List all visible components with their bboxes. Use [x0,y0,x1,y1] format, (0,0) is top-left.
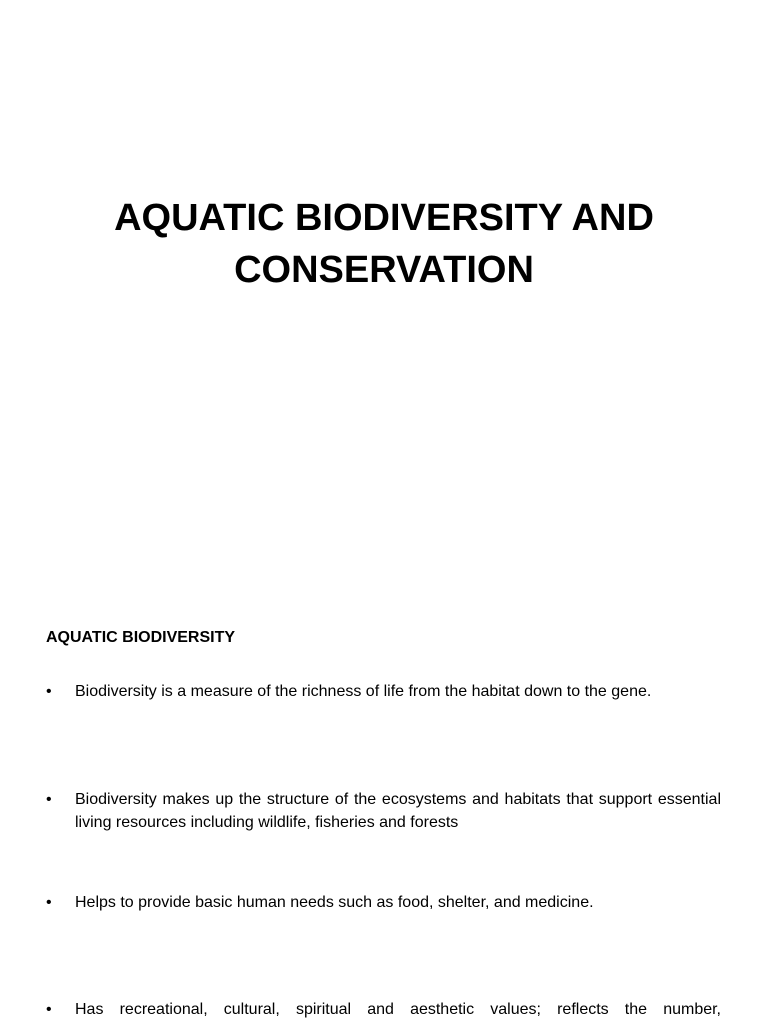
bullet-icon: • [46,1001,52,1018]
page-title-line-2: CONSERVATION [234,249,534,291]
bullet-icon: • [46,894,52,911]
list-item-text: Helps to provide basic human needs such as food, shelter, and medicine. [75,894,594,911]
list-item [46,788,721,834]
bullet-icon: • [46,683,52,700]
bullet-icon: • [46,791,52,808]
list-item [46,998,721,1021]
page-title-line-1: AQUATIC BIODIVERSITY AND [114,197,654,239]
section-heading: AQUATIC BIODIVERSITY [46,629,236,646]
list-item-text: Has recreational, cultural, spiritual and aesthetic values; reflects the number, [75,1001,721,1018]
list-item [46,891,721,914]
list-item-text: Biodiversity is a measure of the richness of life from the habitat down to the gene. [75,683,652,700]
list-item-text: Biodiversity makes up the structure of the ecosystems and habitats that support essential living resources including wildlife, fisheries and forests [75,791,721,831]
page-title [0,192,768,296]
list-item [46,680,721,703]
